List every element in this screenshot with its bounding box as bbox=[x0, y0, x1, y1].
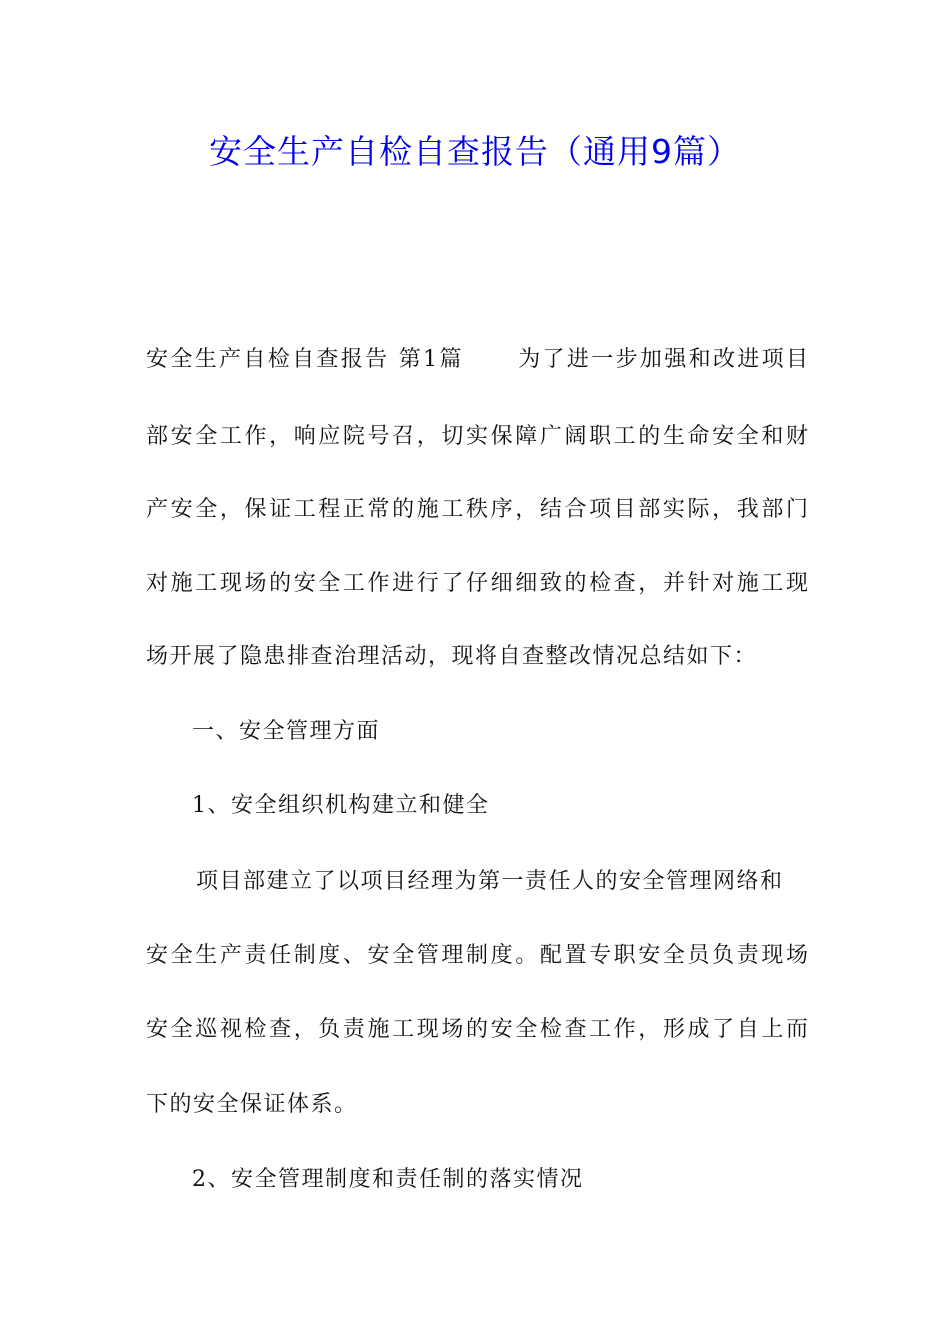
paragraph-2-line-1: 项目部建立了以项目经理为第一责任人的安全管理网络和 bbox=[196, 869, 784, 894]
paragraph-2-line-2: 安全生产责任制度、安全管理制度。配置专职安全员负责现场 bbox=[146, 943, 808, 968]
paragraph-line-5: 场开展了隐患排查治理活动，现将自查整改情况总结如下： bbox=[146, 644, 758, 669]
paragraph-2-line-3: 安全巡视检查，负责施工现场的安全检查工作，形成了自上而 bbox=[146, 1017, 808, 1042]
subsection-heading-1: 1、安全组织机构建立和健全 bbox=[192, 793, 490, 818]
section-heading-1: 一、安全管理方面 bbox=[192, 719, 381, 744]
document-title: 安全生产自检自查报告（通用9篇） bbox=[209, 132, 741, 171]
paragraph-2-line-4: 下的安全保证体系。 bbox=[146, 1092, 358, 1117]
paragraph-line-1 bbox=[146, 340, 808, 380]
paragraph-line-3: 产安全，保证工程正常的施工秩序，结合项目部实际，我部门 bbox=[146, 497, 808, 522]
section-heading-inline: 安全生产自检自查报告 第1篇 bbox=[146, 347, 464, 372]
paragraph-line-2: 部安全工作，响应院号召，切实保障广阔职工的生命安全和财 bbox=[146, 424, 808, 449]
subsection-heading-2: 2、安全管理制度和责任制的落实情况 bbox=[192, 1167, 584, 1192]
paragraph-start-text: 为了进一步加强和改进项目 bbox=[515, 347, 808, 372]
paragraph-line-4: 对施工现场的安全工作进行了仔细细致的检查，并针对施工现 bbox=[146, 571, 808, 596]
